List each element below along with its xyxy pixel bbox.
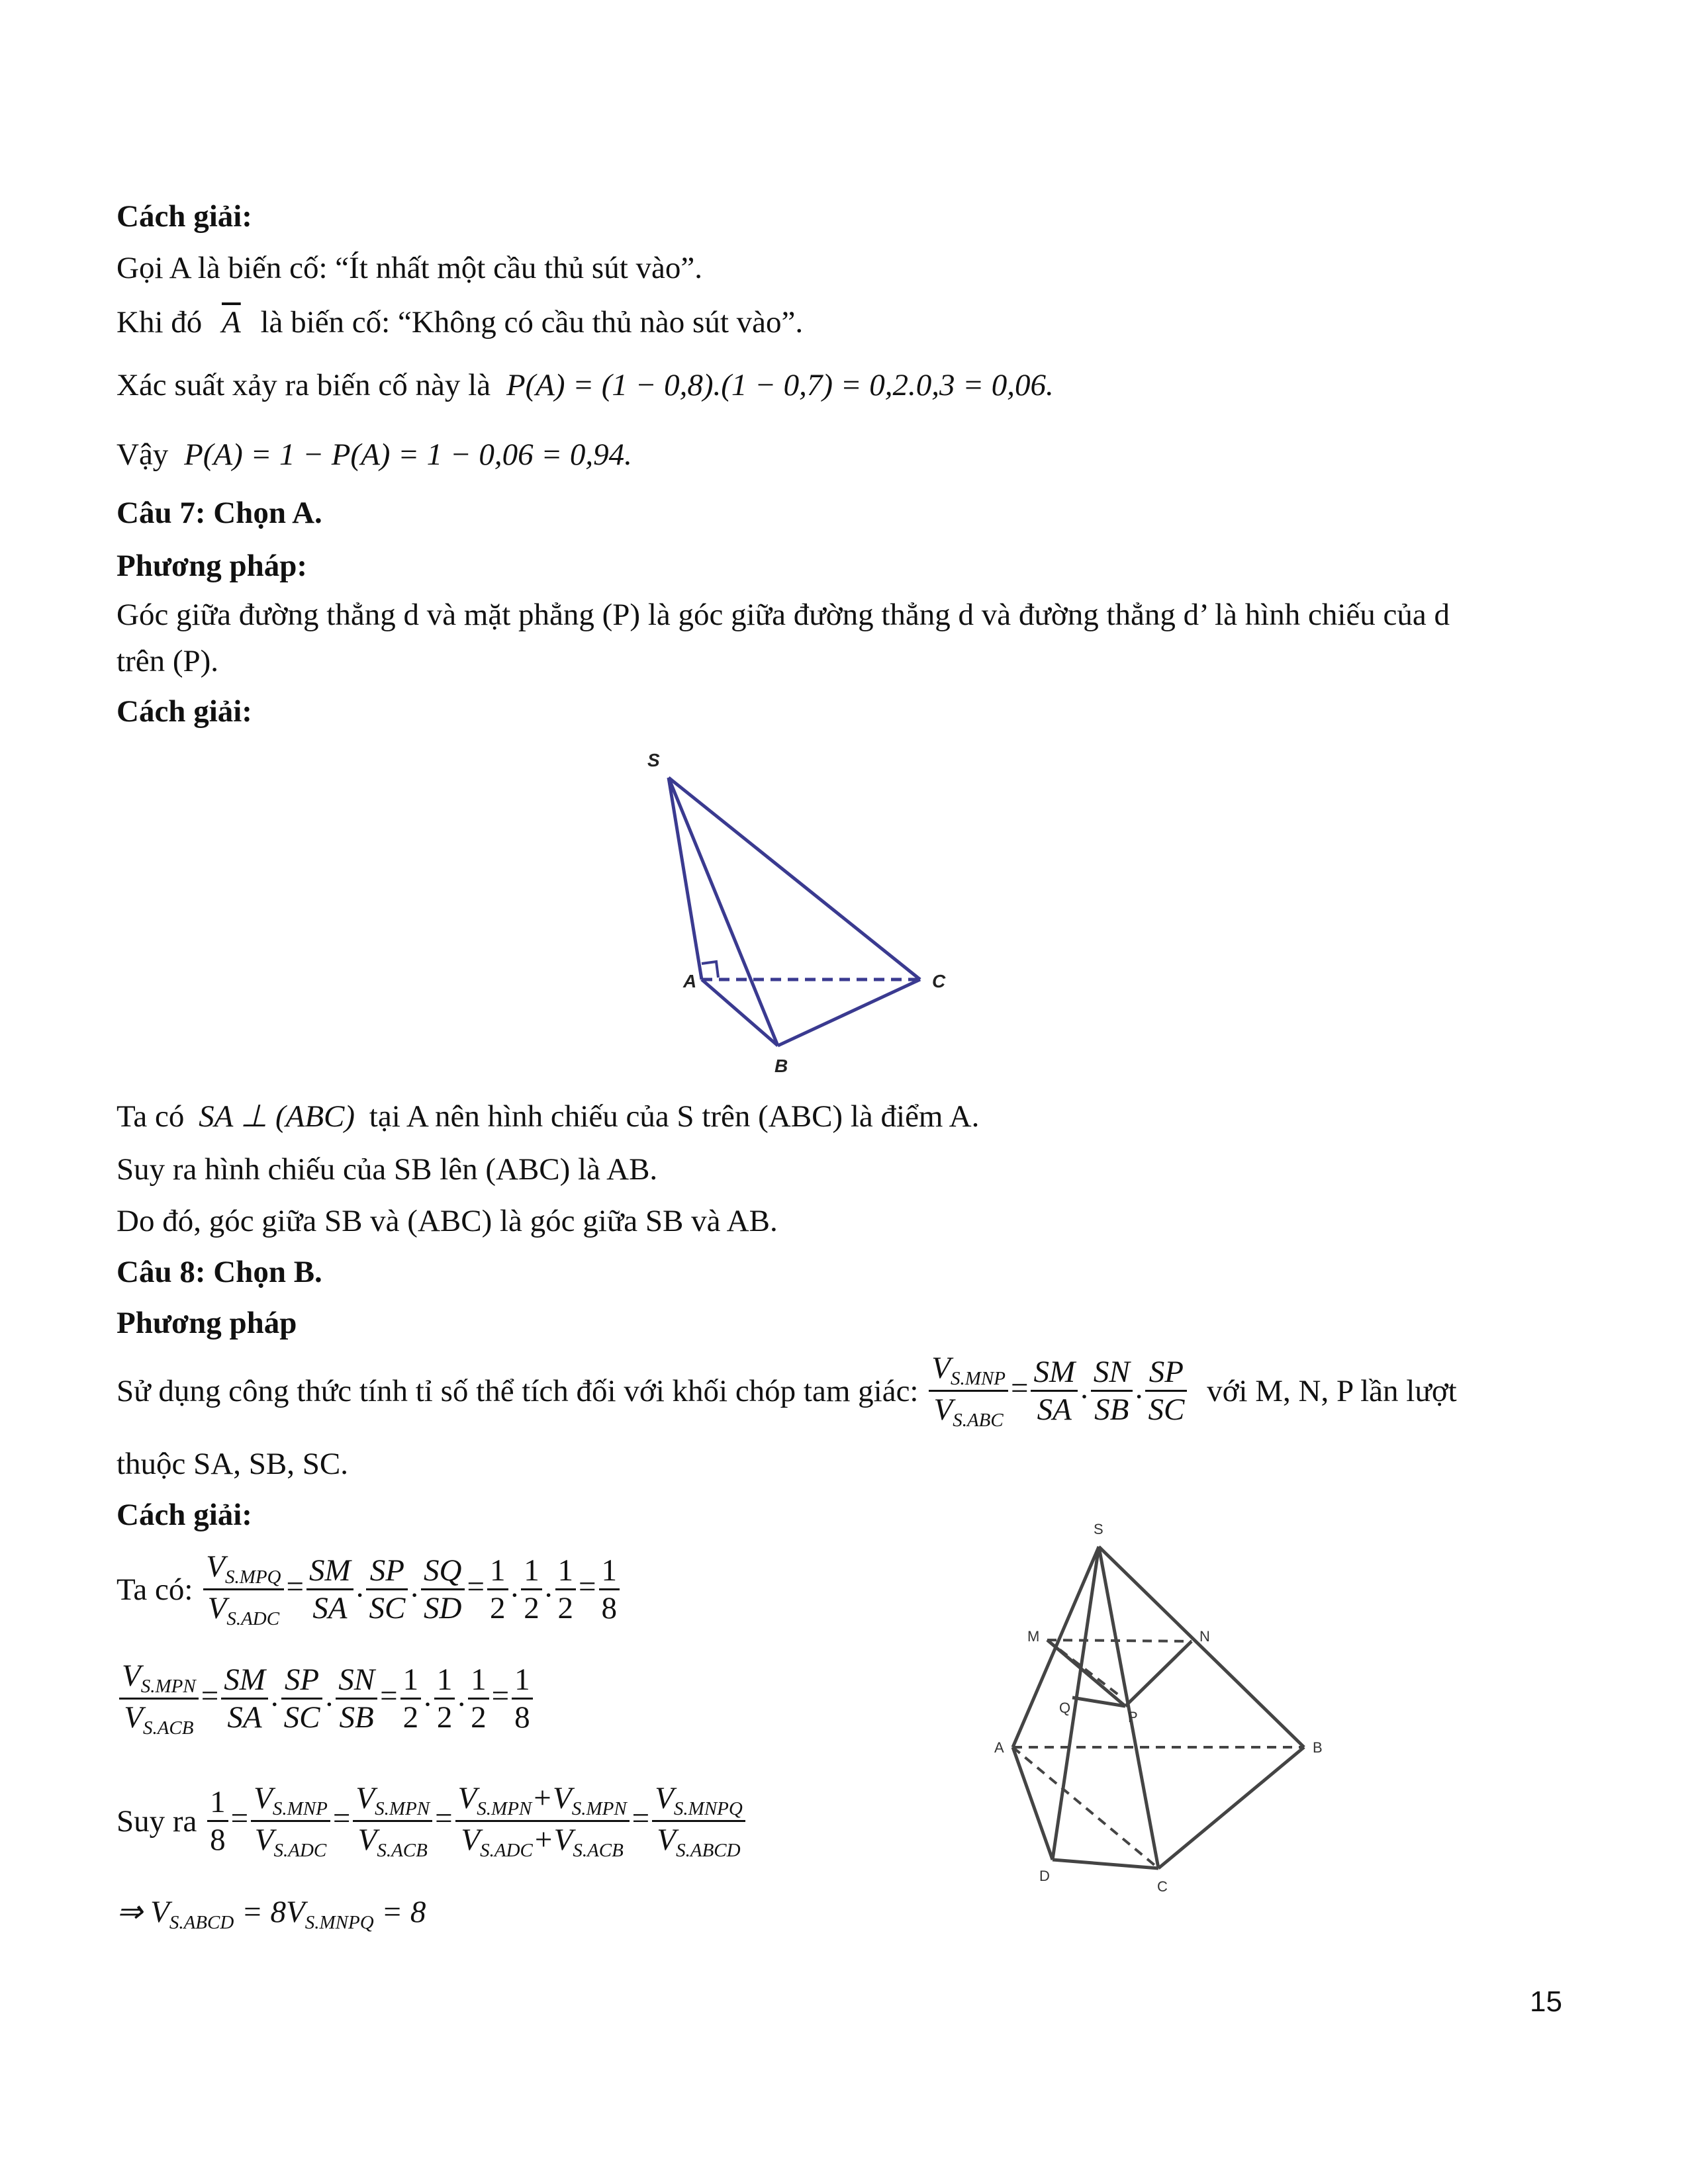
formula-line: ⇒ $V_{S.ABCD} = 8V_{S.MNPQ} = 8$ [117, 1895, 426, 1933]
label-S: S [647, 750, 660, 770]
tetrahedron-figure [635, 741, 966, 1085]
label-B: B [774, 1056, 788, 1076]
text-line: Do đó, góc giữa SB và (ABC) là góc giữa SB và AB. [117, 1204, 778, 1238]
edge-DC [1053, 1860, 1158, 1868]
label-Q: Q [1059, 1700, 1071, 1716]
label-N: N [1199, 1628, 1210, 1645]
text-line: Gọi A là biến cố: “Ít nhất một cầu thủ sút vào”. [117, 251, 702, 285]
label-M: M [1027, 1628, 1040, 1645]
heading-cach-giai-1: Cách giải: [117, 199, 252, 234]
formula-line: $\frac{V_{S.MPN}}{V_{S.ACB}}$ = $\frac{SM}{SA}$ . $\frac{SP}{SC}$ . $\frac{SN}{SB}$ = $\frac{1}{2}$ . $\frac{1}{2}$ . $\frac{1}{2}$ = $\frac{1}{8}$ [117, 1658, 536, 1740]
text-line: trên (P). [117, 644, 219, 678]
text-line: thuộc SA, SB, SC. [117, 1447, 348, 1481]
page-number: 15 [1530, 1985, 1562, 2018]
edge-MN-hidden [1047, 1640, 1192, 1641]
right-angle-mark [702, 962, 718, 978]
method-heading-2: Phương pháp [117, 1306, 297, 1340]
method-heading: Phương pháp: [117, 549, 308, 583]
text-line: Suy ra hình chiếu của SB lên (ABC) là AB. [117, 1152, 658, 1187]
edge-AB [702, 979, 778, 1046]
edge-SA [669, 778, 702, 979]
label-C: C [1157, 1878, 1168, 1895]
pyramid-figure [947, 1509, 1344, 1906]
label-P: P [1128, 1709, 1138, 1725]
text-line: Khi đó $\overline{A}$ là biến cố: “Không có cầu thủ nào sút vào”. [117, 305, 804, 340]
question-7-heading: Câu 7: Chọn A. [117, 496, 322, 530]
question-8-heading: Câu 8: Chọn B. [117, 1255, 322, 1289]
formula: P(A) = 1 − P(A) = 1 − 0,06 = 0,94. [184, 437, 632, 472]
heading-cach-giai-2: Cách giải: [117, 694, 252, 729]
edge-AD [1013, 1747, 1053, 1860]
formula: P(A) = (1 − 0,8).(1 − 0,7) = 0,2.0,3 = 0,06. [506, 368, 1054, 402]
formula-line: Suy ra $\frac{1}{8}$ = $\frac{V_{S.MNP}}{V_{S.ADC}}$ = $\frac{V_{S.MPN}}{V_{S.ACB}}$ = $\frac{V_{S.MPN}+V_{S.MPN}}{V_{S.ADC}+V_{S.ACB}}$ = $\frac{V_{S.MNPQ}}{V_{S.ABCD}}$ [117, 1780, 748, 1862]
formula-line: Sử dụng công thức tính tỉ số thể tích đối với khối chóp tam giác: $\frac{V_{S.MNP}}{V_{S.ABC}}$ = $\frac{SM}{SA}$ . $\frac{SN}{SB}$ . $\frac{SP}{SC}$ với M, N, P lần lượt [117, 1351, 1457, 1432]
edge-SB [669, 778, 778, 1046]
text-line: Góc giữa đường thẳng d và mặt phẳng (P) là góc giữa đường thẳng d và đường thẳng d’ là hình chiếu của d [117, 598, 1450, 632]
edge-SC [669, 778, 920, 979]
label-A: A [994, 1739, 1004, 1756]
heading-cach-giai-3: Cách giải: [117, 1498, 252, 1532]
label-D: D [1039, 1868, 1050, 1884]
edge-BC [778, 979, 920, 1046]
edge-PN [1125, 1641, 1192, 1706]
label-A: A [683, 971, 697, 991]
edge-MP [1047, 1640, 1125, 1706]
formula-line: Ta có: $\frac{V_{S.MPQ}}{V_{S.ADC}}$ = $\frac{SM}{SA}$ . $\frac{SP}{SC}$ . $\frac{SQ}{SD}$ = $\frac{1}{2}$ . $\frac{1}{2}$ . $\frac{1}{2}$ = $\frac{1}{8}$ [117, 1549, 622, 1631]
text-line: Ta có SA ⊥ (ABC) tại A nên hình chiếu của S trên (ABC) là điểm A. [117, 1099, 980, 1134]
label-B: B [1313, 1739, 1323, 1756]
label-C: C [932, 971, 946, 991]
edge-CB [1158, 1747, 1304, 1868]
text-line: Vậy P(A) = 1 − P(A) = 1 − 0,06 = 0,94. [117, 437, 632, 472]
label-S: S [1094, 1521, 1103, 1537]
text-line: Xác suất xảy ra biến cố này là P(A) = (1 − 0,8).(1 − 0,7) = 0,2.0,3 = 0,06. [117, 368, 1054, 402]
